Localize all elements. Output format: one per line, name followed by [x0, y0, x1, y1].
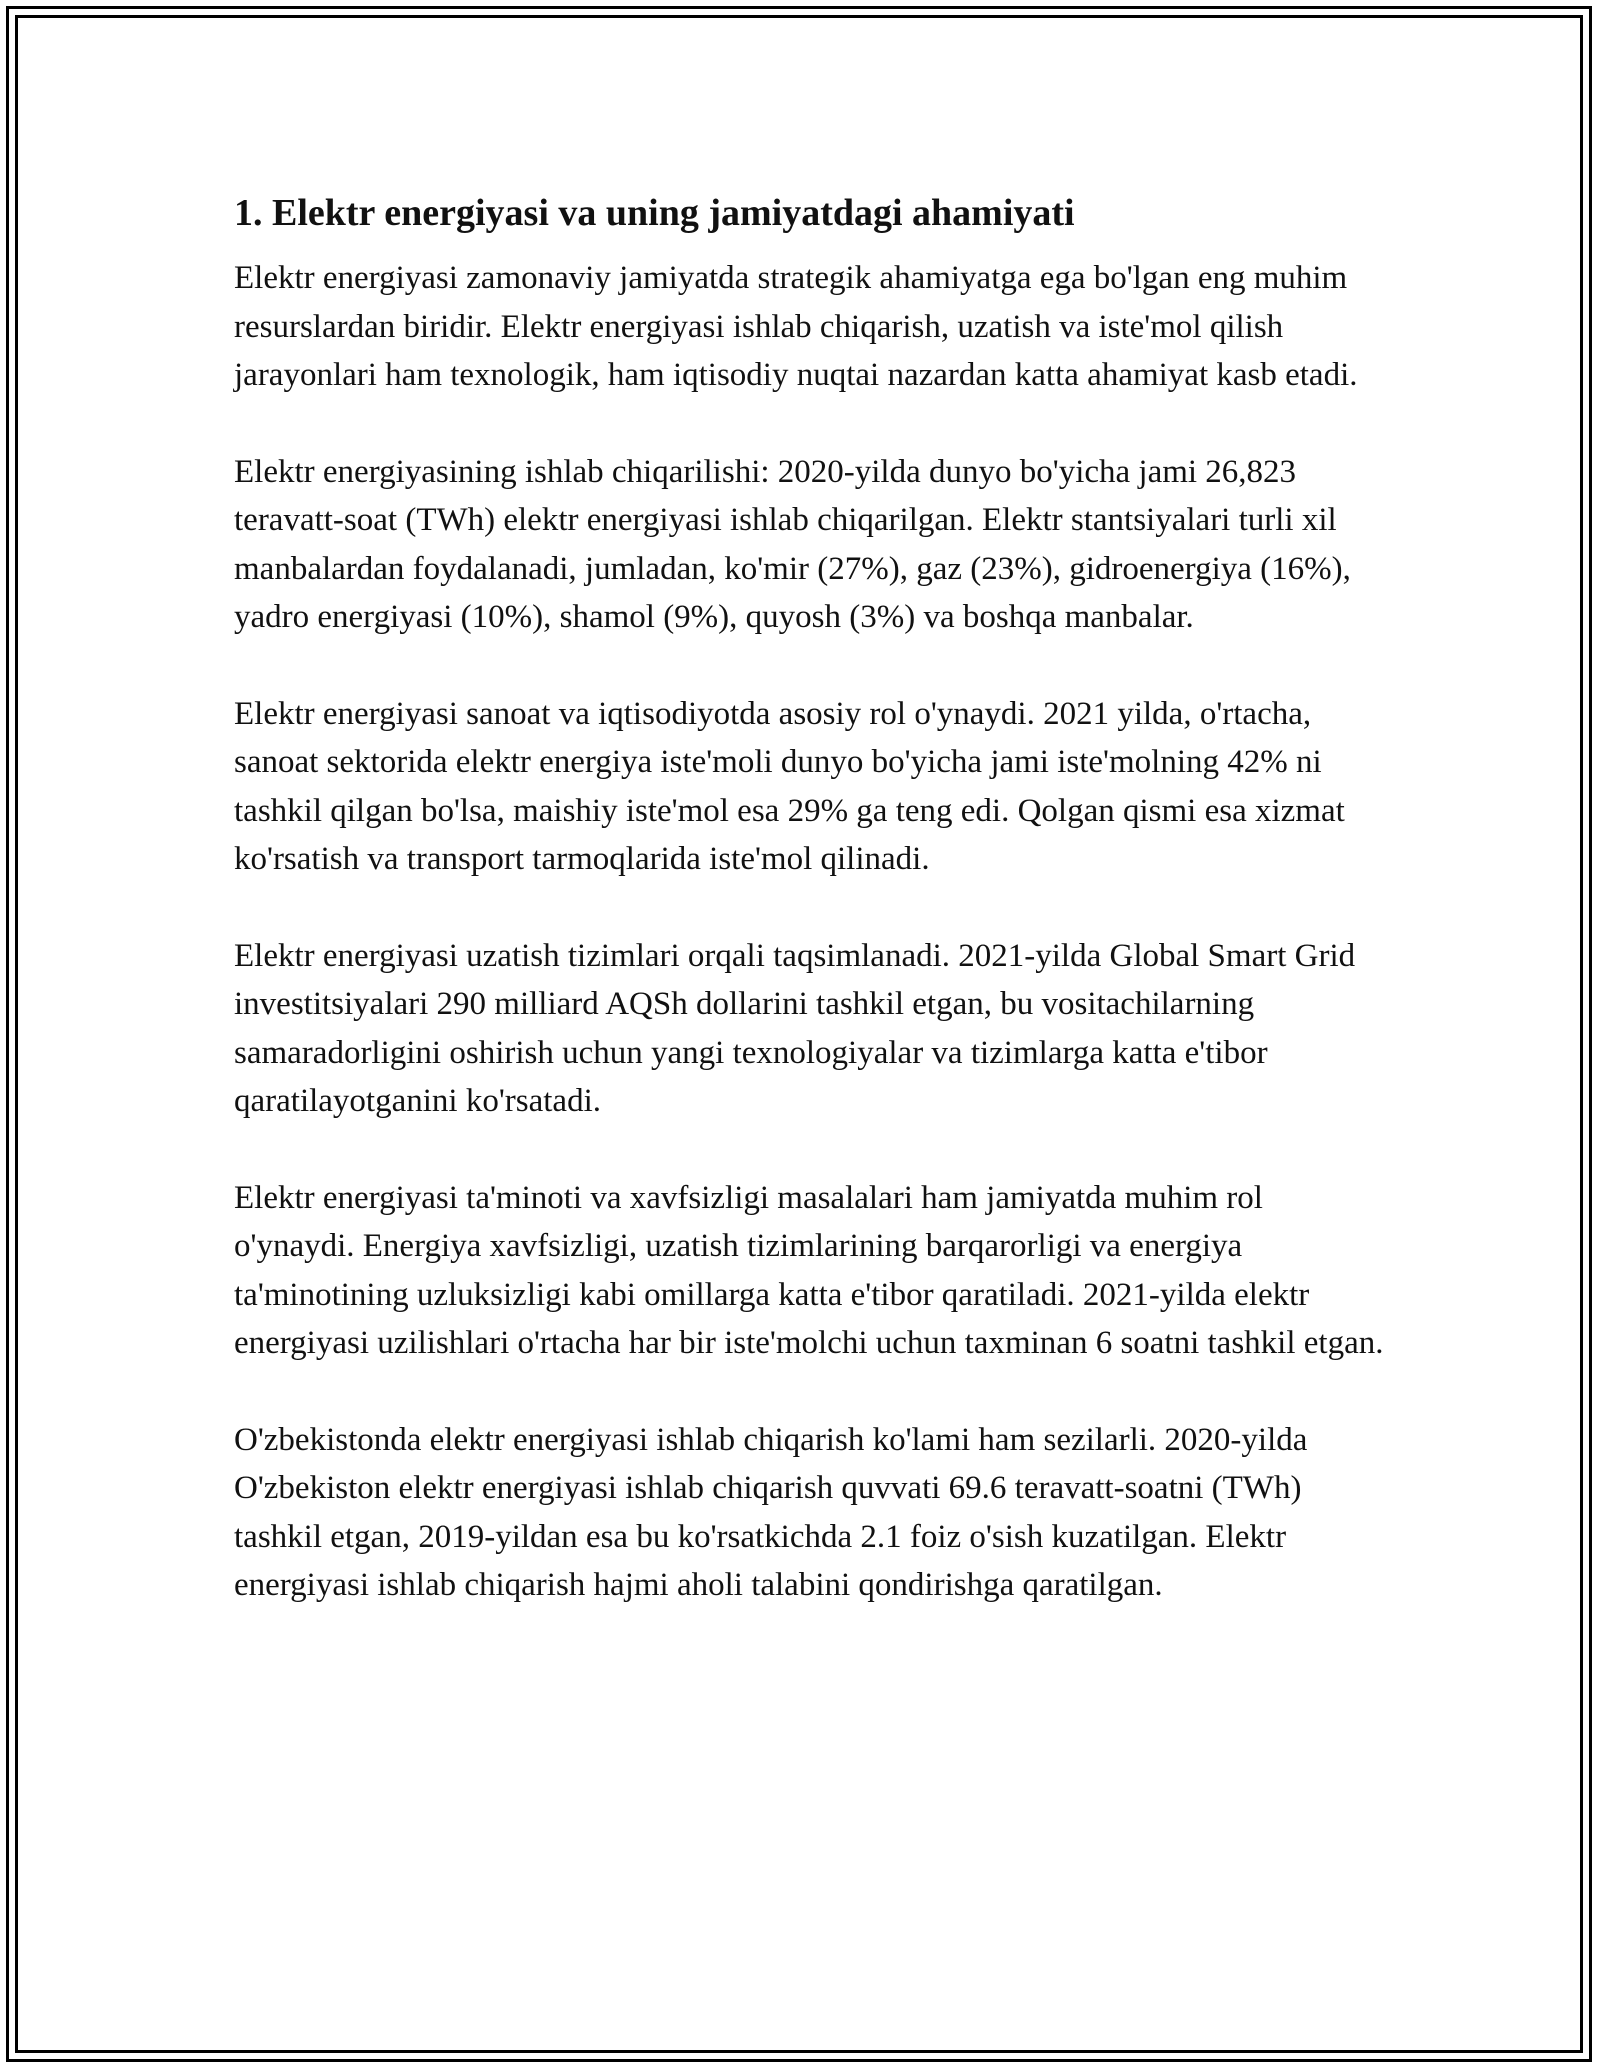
- section-heading: 1. Elektr energiyasi va uning jamiyatdagi ahamiyati: [234, 192, 1075, 234]
- paragraph-uzbekistan: O'zbekistonda elektr energiyasi ishlab chiqarish ko'lami ham sezilarli. 2020-yilda O'zbekiston elektr energiyasi ishlab chiqarish quvvati 69.6 teravatt-soatni (TWh) tashkil etgan, 2019-yildan esa bu ko'rsatkichda 2.1 foiz o'sish kuzatilgan. Elektr energiyasi ishlab chiqarish hajmi aholi talabini qondirishga qaratilgan.: [234, 1421, 1308, 1603]
- paragraph-industry-consumption: Elektr energiyasi sanoat va iqtisodiyotda asosiy rol o'ynaydi. 2021 yilda, o'rtacha, sanoat sektorida elektr energiya iste'moli dunyo bo'yicha jami iste'molning 42% ni tashkil qilgan bo'lsa, maishiy iste'mol esa 29% ga teng edi. Qolgan qismi esa xizmat ko'rsatish va transport tarmoqlarida iste'mol qilinadi.: [234, 695, 1345, 877]
- paragraph-transmission: Elektr energiyasi uzatish tizimlari orqali taqsimlanadi. 2021-yilda Global Smart Grid investitsiyalari 290 milliard AQSh dollarini tashkil etgan, bu vositachilarning samaradorligini oshirish uchun yangi texnologiyalar va tizimlarga katta e'tibor qaratilayotganini ko'rsatadi.: [234, 937, 1356, 1119]
- paragraph-production: Elektr energiyasining ishlab chiqarilishi: 2020-yilda dunyo bo'yicha jami 26,823 teravatt-soat (TWh) elektr energiyasi ishlab chiqarilgan. Elektr stantsiyalari turli xil manbalardan foydalanadi, jumladan, ko'mir (27%), gaz (23%), gidroenergiya (16%), yadro energiyasi (10%), shamol (9%), quyosh (3%) va boshqa manbalar.: [234, 453, 1351, 635]
- paragraph-intro: Elektr energiyasi zamonaviy jamiyatda strategik ahamiyatga ega bo'lgan eng muhim resurslardan biridir. Elektr energiyasi ishlab chiqarish, uzatish va iste'mol qilish jarayonlari ham texnologik, ham iqtisodiy nuqtai nazardan katta ahamiyat kasb etadi.: [234, 260, 1358, 393]
- document-body: [234, 188, 1384, 1658]
- paragraph-security: Elektr energiyasi ta'minoti va xavfsizligi masalalari ham jamiyatda muhim rol o'ynaydi. Energiya xavfsizligi, uzatish tizimlarining barqarorligi va energiya ta'minotining uzluksizligi kabi omillarga katta e'tibor qaratiladi. 2021-yilda elektr energiyasi uzilishlari o'rtacha har bir iste'molchi uchun taxminan 6 soatni tashkil etgan.: [234, 1179, 1384, 1361]
